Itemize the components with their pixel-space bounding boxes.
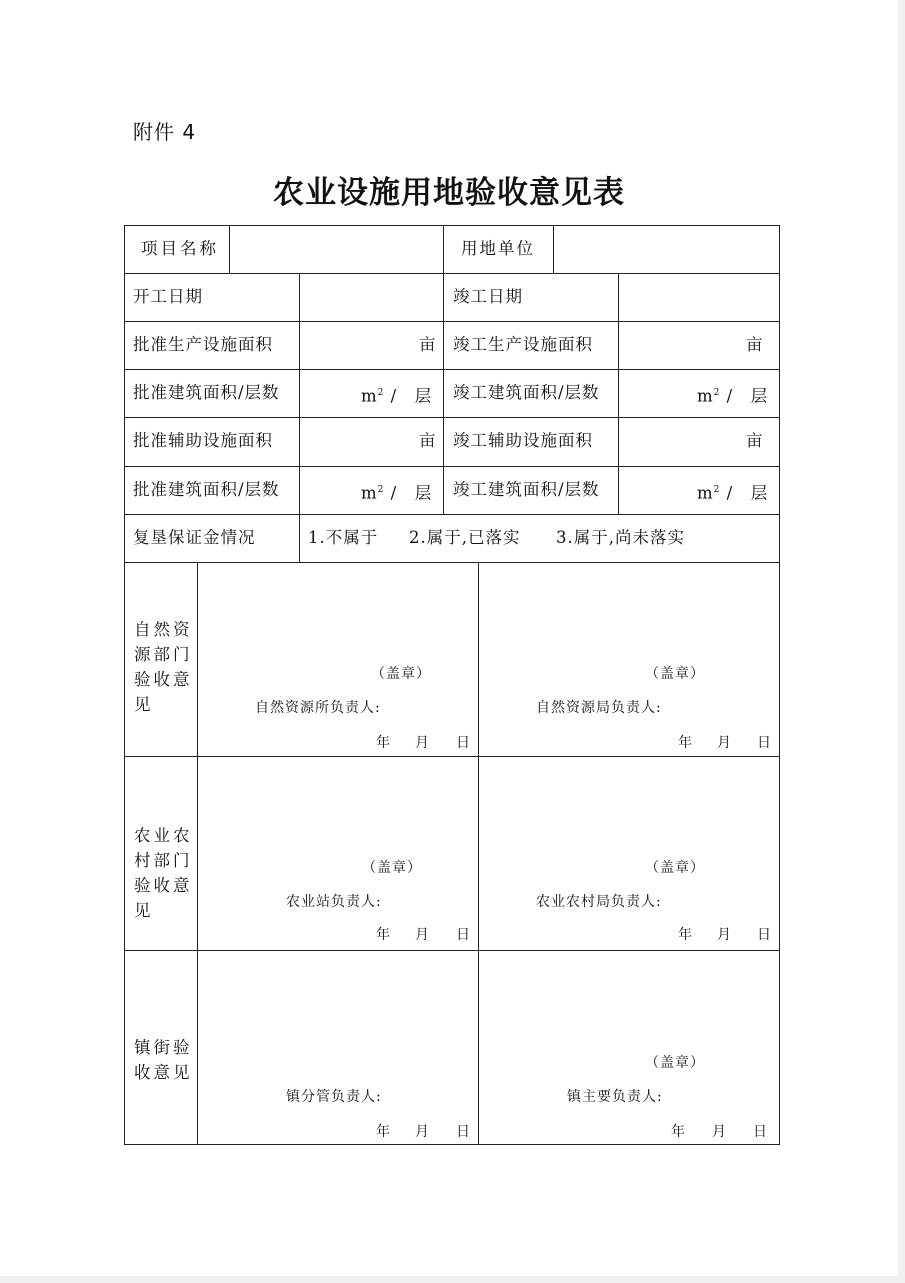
deposit-option-2[interactable]: 2.属于,已落实 <box>409 528 521 547</box>
completed-building-area-unit: $m^2$ / 层 <box>697 386 769 406</box>
date-year: 年 <box>376 735 391 751</box>
date-year: 年 <box>678 927 693 943</box>
date-day: 日 <box>757 735 772 751</box>
date-month: 月 <box>415 735 430 751</box>
completed-auxiliary-area-unit: 亩 <box>746 431 764 450</box>
date-year: 年 <box>671 1124 686 1140</box>
approved-building-area-unit: $m^2$ / 层 <box>361 386 433 406</box>
nr-left-signer-label: 自然资源所负责人: <box>255 700 381 716</box>
seal-label: （盖章） <box>645 666 705 682</box>
agriculture-opinion-label: 农业农 村部门 验收意 见 <box>134 826 193 920</box>
completed-building-area-label: 竣工建筑面积/层数 <box>453 383 600 402</box>
project-name-label: 项目名称 <box>141 239 219 258</box>
nr-right-signer-label: 自然资源局负责人: <box>536 700 662 716</box>
town-right-signer-label: 镇主要负责人: <box>567 1089 663 1105</box>
completed-auxiliary-area-label: 竣工辅助设施面积 <box>453 431 593 450</box>
date-year: 年 <box>376 1124 391 1140</box>
seal-label: （盖章） <box>645 860 705 876</box>
completed-production-area-unit: 亩 <box>746 335 764 354</box>
project-name-field[interactable] <box>230 226 443 273</box>
land-unit-field[interactable] <box>554 226 779 273</box>
date-month: 月 <box>415 1124 430 1140</box>
approved-building-area-label: 批准建筑面积/层数 <box>133 383 280 402</box>
start-date-field[interactable] <box>300 274 443 321</box>
date-month: 月 <box>415 927 430 943</box>
ag-right-signer-label: 农业农村局负责人: <box>536 894 662 910</box>
seal-label: （盖章） <box>371 666 431 682</box>
natural-resources-opinion-label: 自然资 源部门 验收意 见 <box>134 620 193 714</box>
approved-production-area-unit: 亩 <box>419 335 437 354</box>
ag-left-signer-label: 农业站负责人: <box>286 894 382 910</box>
date-day: 日 <box>456 1124 471 1140</box>
deposit-option-3[interactable]: 3.属于,尚未落实 <box>556 528 685 547</box>
seal-label: （盖章） <box>362 860 422 876</box>
approved-auxiliary-area-unit: 亩 <box>419 431 437 450</box>
completed-building-area-unit-2: $m^2$ / 层 <box>697 483 769 503</box>
form-title: 农业设施用地验收意见表 <box>273 175 625 211</box>
town-left-signer-label: 镇分管负责人: <box>286 1089 382 1105</box>
date-day: 日 <box>757 927 772 943</box>
approved-building-area-unit-2: $m^2$ / 层 <box>361 483 433 503</box>
date-year: 年 <box>678 735 693 751</box>
end-date-label: 竣工日期 <box>453 287 523 306</box>
approved-building-area-label-2: 批准建筑面积/层数 <box>133 480 280 499</box>
deposit-option-1[interactable]: 1.不属于 <box>308 528 379 547</box>
approved-auxiliary-area-label: 批准辅助设施面积 <box>133 431 273 450</box>
date-month: 月 <box>712 1124 727 1140</box>
approved-production-area-label: 批准生产设施面积 <box>133 335 273 354</box>
reclamation-deposit-label: 复垦保证金情况 <box>133 528 256 547</box>
date-day: 日 <box>456 735 471 751</box>
date-month: 月 <box>717 927 732 943</box>
date-year: 年 <box>376 927 391 943</box>
completed-production-area-label: 竣工生产设施面积 <box>453 335 593 354</box>
seal-label: （盖章） <box>645 1055 705 1071</box>
date-day: 日 <box>753 1124 768 1140</box>
date-day: 日 <box>456 927 471 943</box>
attachment-label: 附件 4 <box>133 120 197 144</box>
date-month: 月 <box>717 735 732 751</box>
land-unit-label: 用地单位 <box>461 239 535 258</box>
end-date-field[interactable] <box>619 274 779 321</box>
town-opinion-label: 镇街验 收意见 <box>134 1038 193 1082</box>
completed-building-area-label-2: 竣工建筑面积/层数 <box>453 480 600 499</box>
start-date-label: 开工日期 <box>133 287 203 306</box>
